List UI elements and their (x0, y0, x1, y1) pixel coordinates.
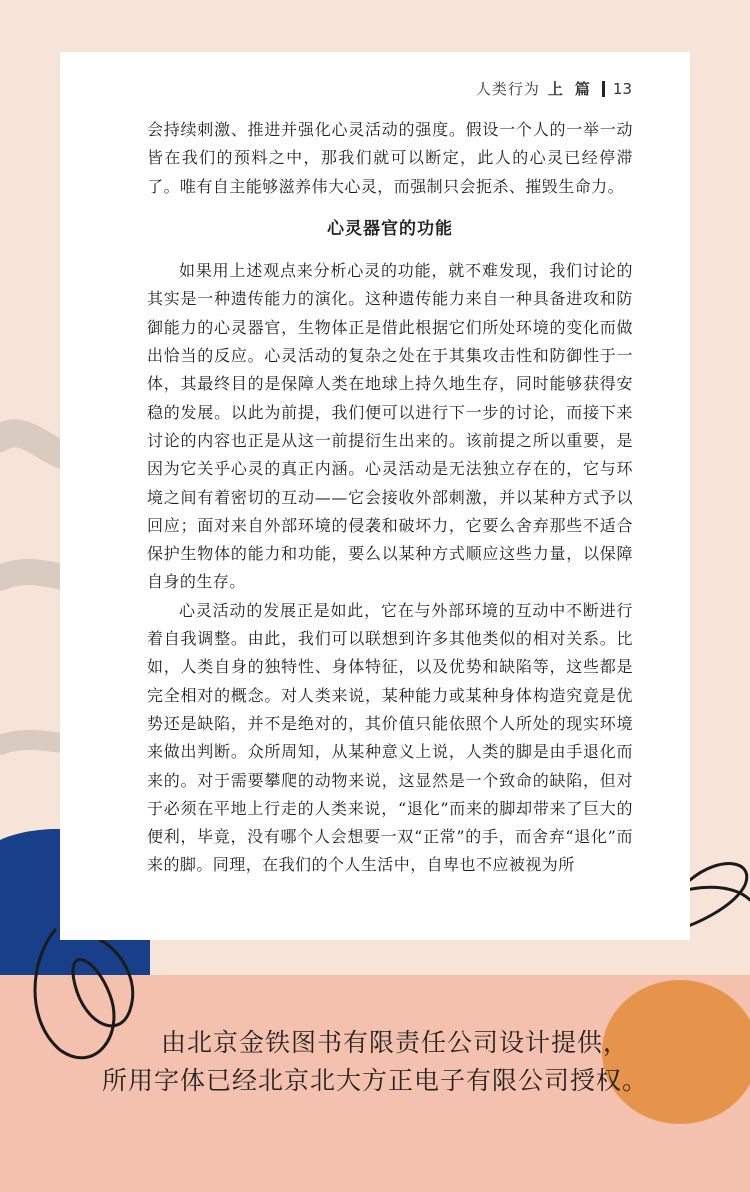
page-header (476, 78, 632, 99)
credit-line-2: 所用字体已经北京北大方正电子有限公司授权。 (101, 1066, 648, 1095)
page-number: 13 (612, 79, 632, 98)
book-title: 人类行为 (475, 80, 540, 98)
credit-notice (0, 1024, 750, 1100)
page-body (147, 116, 633, 880)
paragraph-1: 会持续刺激、推进并强化心灵活动的强度。假设一个人的一举一动皆在我们的预料之中，那我们就可以断定，此人的心灵已经停滞了。唯有自主能够滋养伟大心灵，而强制只会扼杀、摧毁生命力。 (147, 120, 633, 196)
paragraph-3: 心灵活动的发展正是如此，它在与外部环境的互动中不断进行着自我调整。由此，我们可以联想到许多其他类似的相对关系。比如，人类自身的独特性、身体特征，以及优势和缺陷等，这些都是完全相对的概念。对人类来说，某种能力或某种身体构造究竟是优势还是缺陷，并不是绝对的，其价值只能依照个人所处的现实环境来做出判断。众所周知，从某种意义上说，人类的脚是由手退化而来的。对于需要攀爬的动物来说，这显然是一个致命的缺陷，但对于必须在平地上行走的人类来说，“退化”而来的脚却带来了巨大的便利，毕竟，没有哪个人会想要一双“正常”的手，而舍弃“退化”而来的脚。同理，在我们的个人生活中，自卑也不应被视为所 (147, 600, 633, 875)
credit-line-1: 由北京金铁图书有限责任公司设计提供， (160, 1028, 629, 1057)
header-divider (602, 81, 605, 97)
section-heading: 心灵器官的功能 (327, 218, 453, 239)
part-label: 上篇 (547, 80, 602, 98)
book-page (60, 52, 690, 940)
paragraph-2: 如果用上述观点来分析心灵的功能，就不难发现，我们讨论的其实是一种遗传能力的演化。这种遗传能力来自一种具备进攻和防御能力的心灵器官，生物体正是借此根据它们所处环境的变化而做出恰当的反应。心灵活动的复杂之处在于其集攻击性和防御性于一体，其最终目的是保障人类在地球上持久地生存，同时能够获得安稳的发展。以此为前提，我们便可以进行下一步的讨论，而接下来讨论的内容也正是从这一前提衍生出来的。该前提之所以重要，是因为它关乎心灵的真正内涵。心灵活动是无法独立存在的，它与环境之间有着密切的互动——它会接收外部刺激，并以某种方式予以回应；面对来自外部环境的侵袭和破坏力，它要么舍弃那些不适合保护生物体的能力和功能，要么以某种方式顺应这些力量，以保障自身的生存。 (147, 261, 633, 592)
